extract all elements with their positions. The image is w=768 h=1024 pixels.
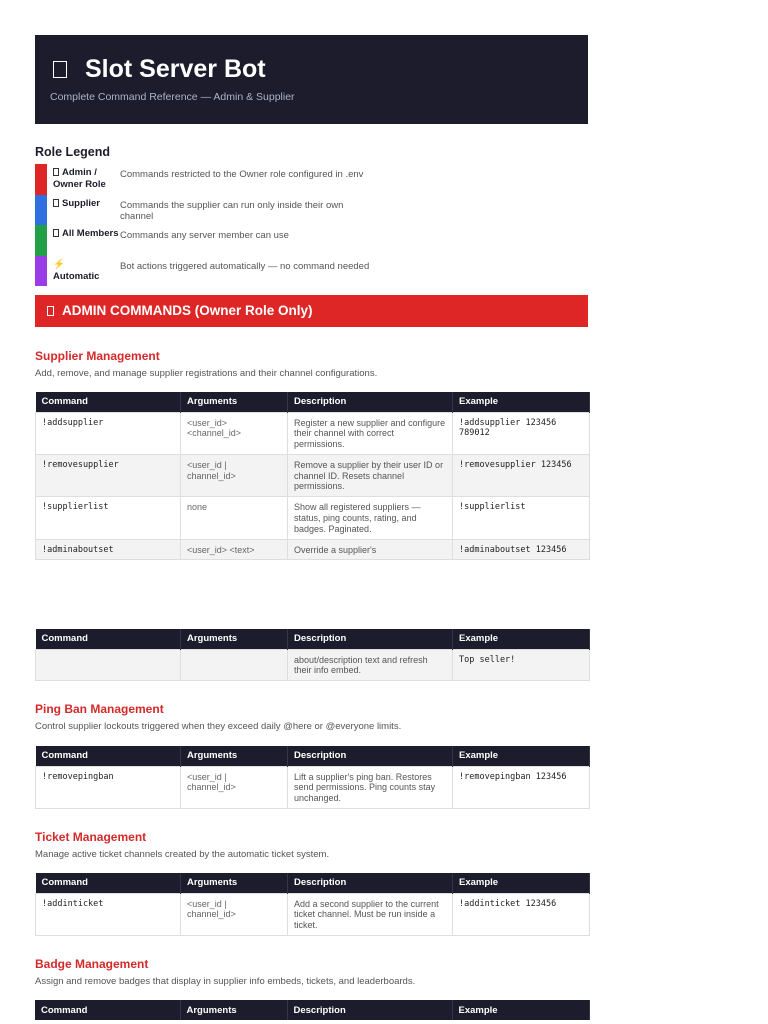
supplier-commands-table-continued xyxy=(35,629,590,681)
table-header-row xyxy=(36,746,590,766)
example-cell: !addinticket 123456 xyxy=(453,893,590,935)
section-desc-supplier: Add, remove, and manage supplier registrations and their channel configurations. xyxy=(35,368,378,379)
legend-name: Admin / Owner Role xyxy=(53,167,106,190)
column-header: Example xyxy=(452,1000,589,1020)
section-desc-ticket: Manage active ticket channels created by the automatic ticket system. xyxy=(35,849,330,860)
supplier-commands-table xyxy=(35,392,590,560)
command-cell: !removesupplier xyxy=(36,454,181,496)
column-header: Command xyxy=(36,392,181,412)
command-cell: !addsupplier xyxy=(36,412,181,454)
description-cell: Remove a supplier by their user ID or channel ID. Resets channel permissions. xyxy=(288,454,453,496)
column-header: Arguments xyxy=(181,629,288,649)
table-row xyxy=(36,766,590,808)
admin-banner-label: ADMIN COMMANDS (Owner Role Only) xyxy=(62,303,313,318)
column-header: Example xyxy=(453,873,590,893)
column-header: Command xyxy=(36,873,181,893)
column-header: Example xyxy=(453,629,590,649)
example-cell: !supplierlist xyxy=(453,497,590,539)
description-cell: Register a new supplier and configure their channel with correct permissions. xyxy=(288,412,453,454)
column-header: Arguments xyxy=(181,873,288,893)
column-header: Description xyxy=(287,1000,452,1020)
legend-desc: Bot actions triggered automatically — no command needed xyxy=(120,260,370,272)
legend-name: ⚡ Automatic xyxy=(53,258,100,282)
admin-commands-banner xyxy=(35,295,588,327)
table-header-row xyxy=(36,629,590,649)
column-header: Example xyxy=(453,392,590,412)
section-desc-pingban: Control supplier lockouts triggered when they exceed daily @here or @everyone limits. xyxy=(35,721,402,732)
example-cell: !removesupplier 123456 xyxy=(453,454,590,496)
arguments-cell: <user_id> <channel_id> xyxy=(181,412,288,454)
legend-row-members xyxy=(35,225,588,256)
legend-desc: Commands restricted to the Owner role configured in .env xyxy=(120,169,364,180)
arguments-cell: <user_id | channel_id> xyxy=(181,454,288,496)
table-row xyxy=(36,649,590,681)
legend-color-bar xyxy=(35,225,47,256)
legend-row-supplier xyxy=(35,195,588,226)
column-header: Arguments xyxy=(180,1000,287,1020)
lightning-icon: ⚡ xyxy=(53,258,65,270)
table-header-row xyxy=(36,392,590,412)
section-title-pingban: Ping Ban Management xyxy=(35,702,164,716)
box-icon xyxy=(53,229,59,237)
legend-row-admin xyxy=(35,164,588,195)
ticket-commands-table xyxy=(35,873,590,936)
table-row xyxy=(36,497,590,539)
example-cell: !addsupplier 123456 789012 xyxy=(453,412,590,454)
description-cell: Add a second supplier to the current ticket channel. Must be run inside a ticket. xyxy=(288,893,453,935)
table-header-row xyxy=(36,873,590,893)
description-cell: about/description text and refresh their info embed. xyxy=(288,649,453,681)
section-title-ticket: Ticket Management xyxy=(35,830,147,844)
arguments-cell: <user_id | channel_id> xyxy=(181,893,288,935)
legend-row-automatic xyxy=(35,256,588,287)
arguments-cell: <user_id> <text> xyxy=(181,539,288,560)
arguments-cell: <user_id | channel_id> xyxy=(181,766,288,808)
column-header: Command xyxy=(35,1000,180,1020)
table-row xyxy=(36,539,590,560)
section-title-supplier: Supplier Management xyxy=(35,349,160,363)
column-header: Arguments xyxy=(181,392,288,412)
section-desc-badge: Assign and remove badges that display in supplier info embeds, tickets, and leaderboards. xyxy=(35,976,416,987)
pingban-commands-table xyxy=(35,746,590,809)
page-title-text: Slot Server Bot xyxy=(85,55,266,83)
command-cell: !addinticket xyxy=(36,893,181,935)
table-row xyxy=(36,893,590,935)
column-header: Command xyxy=(36,629,181,649)
table-header-row xyxy=(35,1000,589,1020)
box-icon xyxy=(47,306,54,316)
legend-title: Role Legend xyxy=(35,145,111,159)
column-header: Arguments xyxy=(181,746,288,766)
command-cell: !adminaboutset xyxy=(36,539,181,560)
page-header xyxy=(35,35,588,124)
description-cell: Lift a supplier's ping ban. Restores send permissions. Ping counts stay unchanged. xyxy=(288,766,453,808)
table-row xyxy=(36,454,590,496)
legend-color-bar xyxy=(35,164,47,195)
badge-commands-table xyxy=(35,1000,590,1020)
box-icon xyxy=(53,199,59,207)
command-cell: !removepingban xyxy=(36,766,181,808)
section-title-badge: Badge Management xyxy=(35,957,149,971)
legend-color-bar xyxy=(35,256,47,287)
example-cell: !adminaboutset 123456 xyxy=(453,539,590,560)
table-row xyxy=(36,412,590,454)
column-header: Description xyxy=(288,629,453,649)
arguments-cell xyxy=(181,649,288,681)
example-cell: !removepingban 123456 xyxy=(453,766,590,808)
box-icon xyxy=(53,168,59,176)
arguments-cell: none xyxy=(181,497,288,539)
column-header: Description xyxy=(288,873,453,893)
legend-color-bar xyxy=(35,195,47,226)
page-title xyxy=(50,55,573,83)
description-cell: Override a supplier's xyxy=(288,539,453,560)
column-header: Description xyxy=(288,392,453,412)
box-icon xyxy=(53,61,67,78)
page-subtitle: Complete Command Reference — Admin & Supplier xyxy=(50,91,295,103)
column-header: Command xyxy=(36,746,181,766)
command-cell: !supplierlist xyxy=(36,497,181,539)
legend-desc: Commands the supplier can run only inside their own channel xyxy=(120,199,344,222)
command-cell xyxy=(36,649,181,681)
description-cell: Show all registered suppliers — status, ping counts, rating, and badges. Paginated. xyxy=(288,497,453,539)
legend-desc: Commands any server member can use xyxy=(120,230,289,241)
legend-name: Supplier xyxy=(47,195,120,226)
legend-name: All Members xyxy=(47,225,120,256)
role-legend xyxy=(35,164,588,286)
column-header: Example xyxy=(453,746,590,766)
example-cell: Top seller! xyxy=(453,649,590,681)
column-header: Description xyxy=(288,746,453,766)
